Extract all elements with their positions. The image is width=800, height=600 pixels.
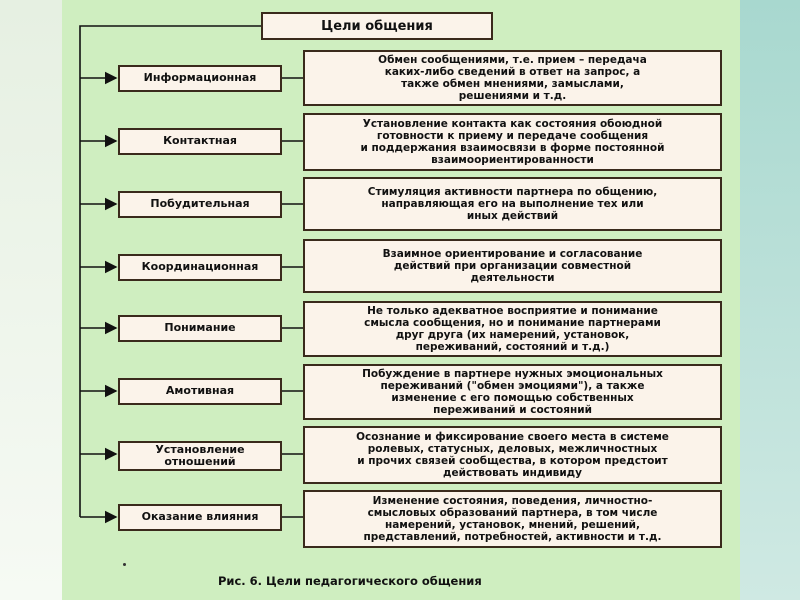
description-motivating: Стимуляция активности партнера по общению, направляющая его на выполнение тех или иных действий: [303, 177, 722, 231]
description-understanding: Не только адекватное восприятие и понимание смысла сообщения, но и понимание партнерами друг друга (их намерений, установок, переживаний, состояний и т.д.): [303, 301, 722, 357]
description-emotive: Побуждение в партнере нужных эмоциональных переживаний ("обмен эмоциями"), а также изменение с его помощью собственных переживаний и состояний: [303, 364, 722, 420]
goal-relations: Установление отношений: [118, 441, 282, 471]
description-relations: Осознание и фиксирование своего места в системе ролевых, статусных, деловых, межличностных и прочих связей сообщества, в котором предстоит действовать индивиду: [303, 426, 722, 484]
branch-arrows: [80, 78, 116, 517]
goal-contact: Контактная: [118, 128, 282, 155]
description-informational: Обмен сообщениями, т.е. прием – передача каких-либо сведений в ответ на запрос, а также обмен мнениями, замыслами, решениями и т.д.: [303, 50, 722, 106]
diagram-title: Цели общения: [261, 12, 493, 40]
goal-influence: Оказание влияния: [118, 504, 282, 531]
goal-understanding: Понимание: [118, 315, 282, 342]
goal-emotive: Амотивная: [118, 378, 282, 405]
figure-caption: Рис. 6. Цели педагогического общения: [218, 574, 482, 588]
description-contact: Установление контакта как состояния обоюдной готовности к приему и передаче сообщения и поддержания взаимосвязи в форме постоянной взаимоориентированности: [303, 113, 722, 171]
goal-motivating: Побудительная: [118, 191, 282, 218]
description-influence: Изменение состояния, поведения, личностно- смысловых образований партнера, в том числе намерений, установок, мнений, решений, представлений, потребностей, активности и т.д.: [303, 490, 722, 548]
goal-informational: Информационная: [118, 65, 282, 92]
stray-dot: [123, 563, 126, 566]
description-coordination: Взаимное ориентирование и согласование действий при организации совместной деятельности: [303, 239, 722, 293]
goal-coordination: Координационная: [118, 254, 282, 281]
link-lines: [282, 78, 303, 517]
